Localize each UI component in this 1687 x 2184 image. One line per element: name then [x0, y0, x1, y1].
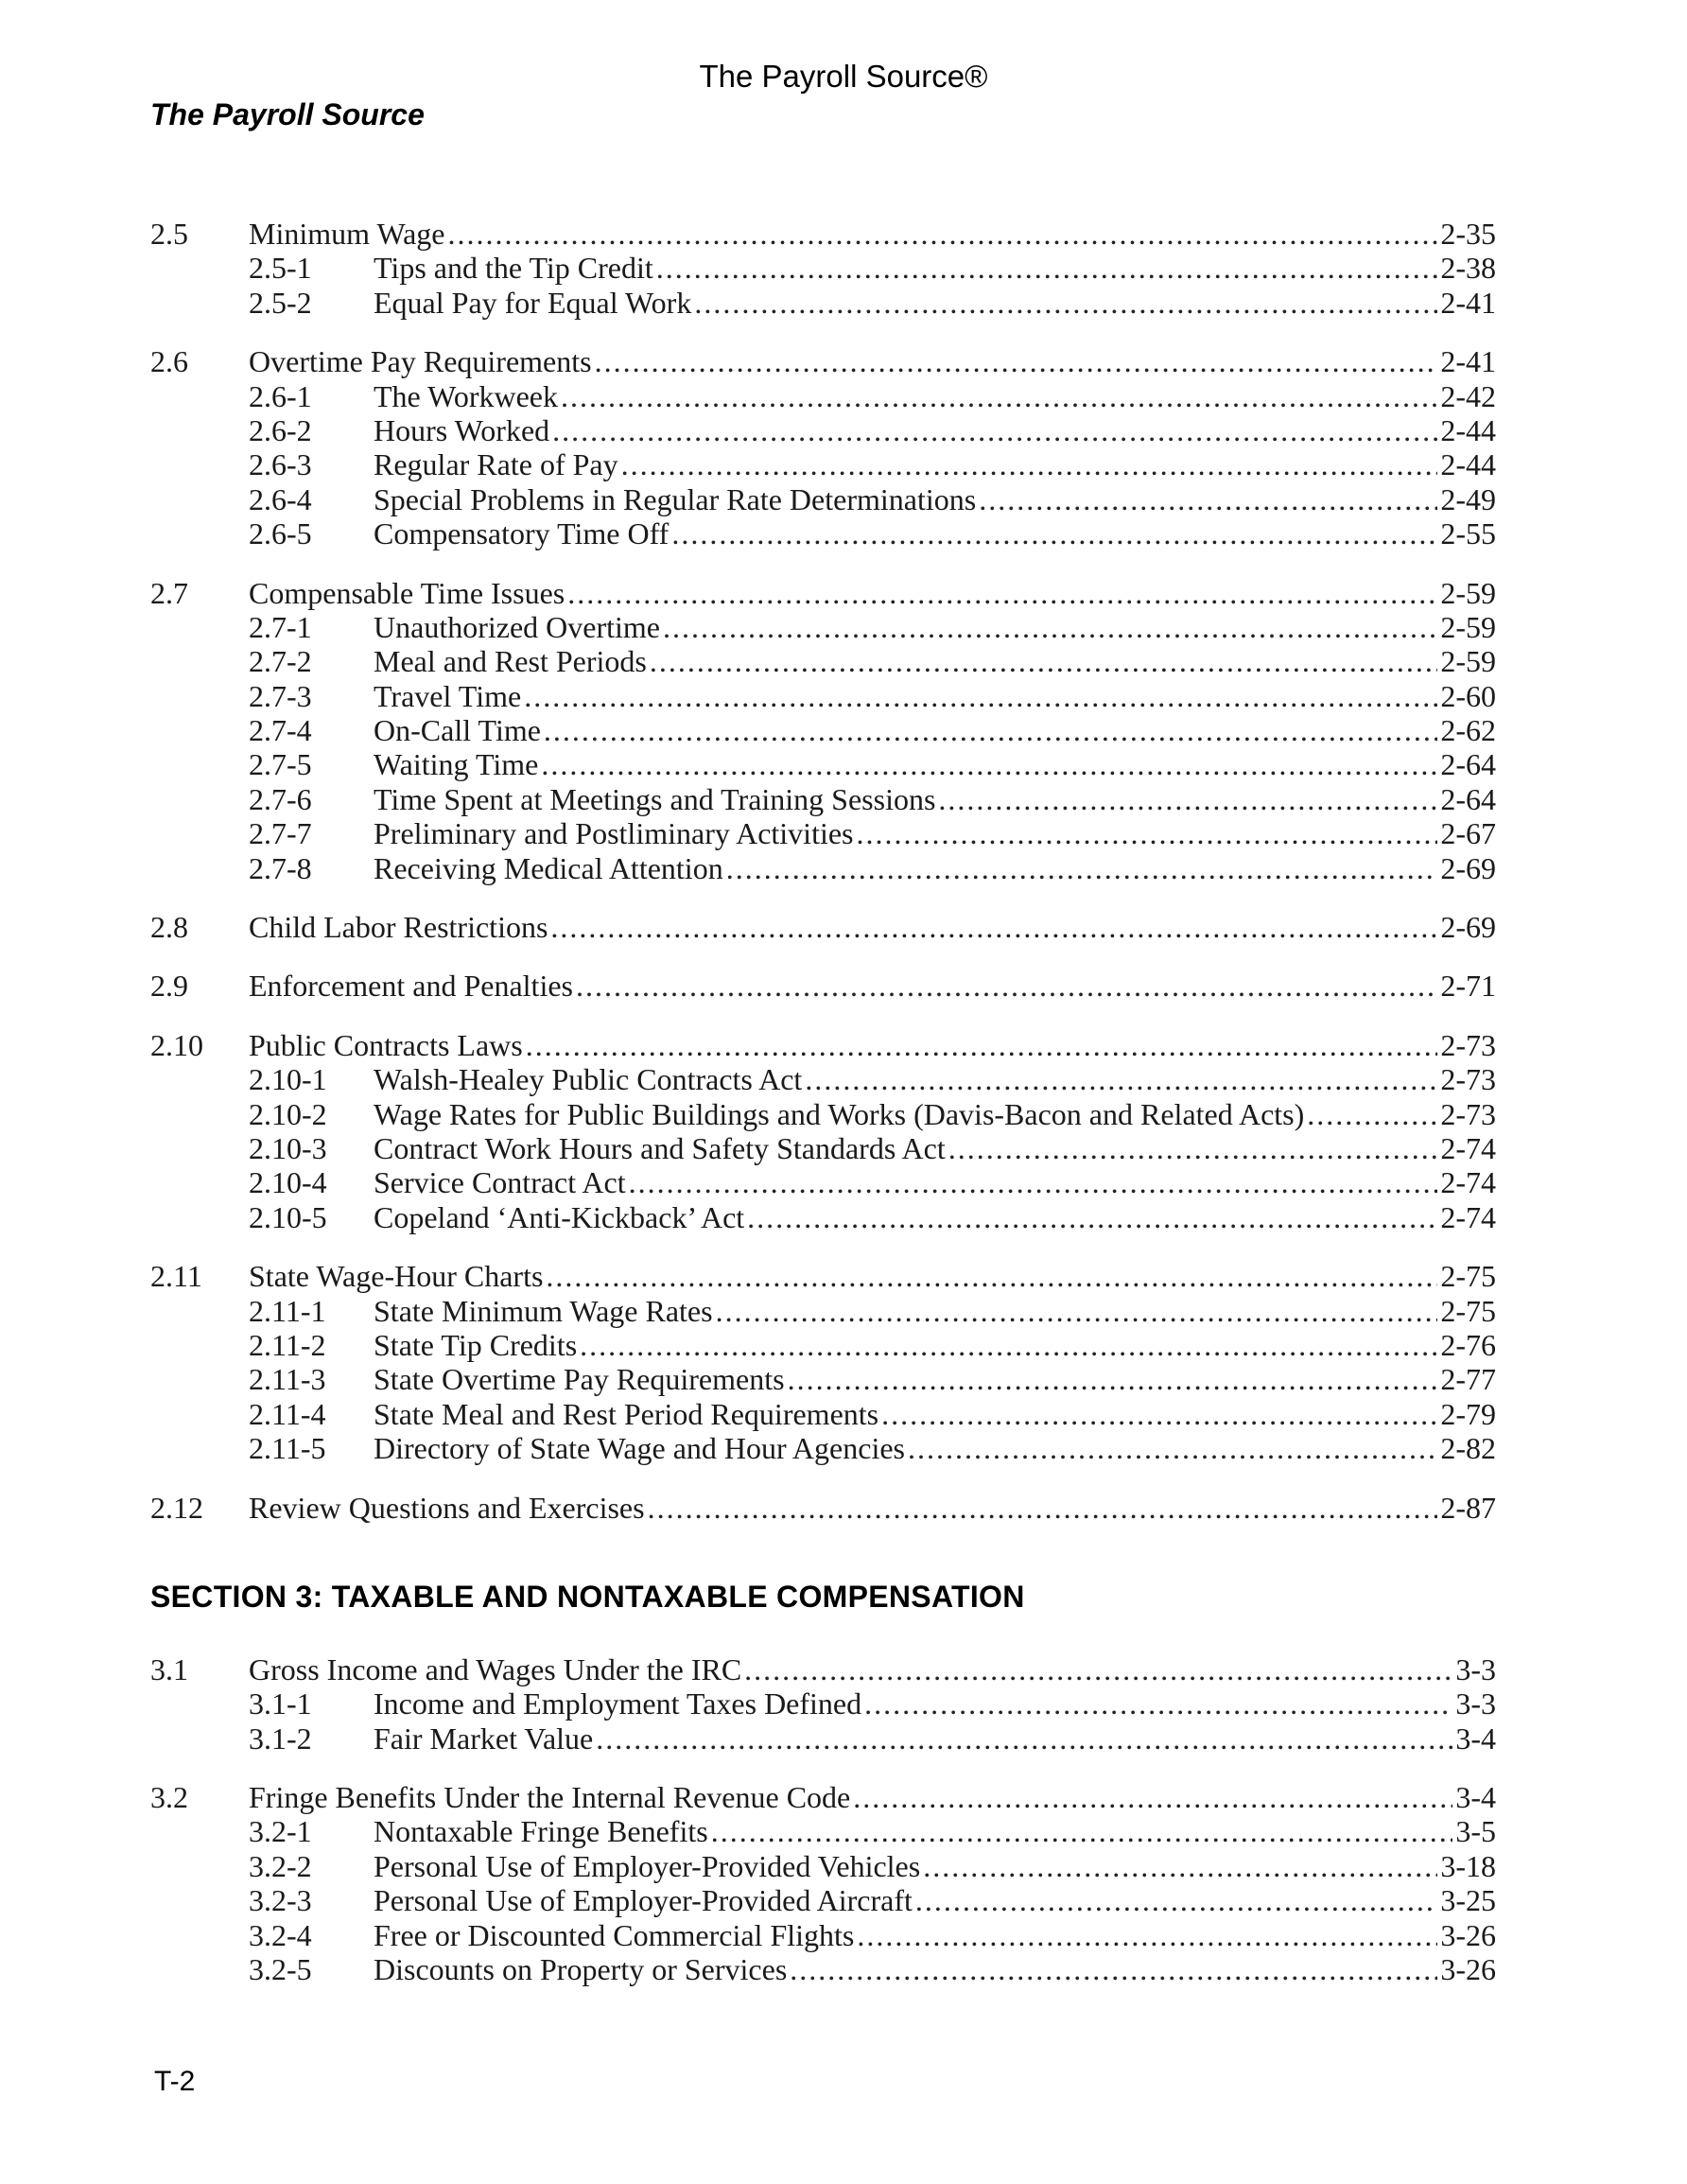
dot-leader: [747, 1200, 1437, 1234]
entry-number: 2.7-2: [249, 644, 312, 679]
entry-page: 3-3: [1455, 1651, 1496, 1686]
entry-title: Equal Pay for Equal Work: [374, 285, 692, 320]
entry-title: Nontaxable Fringe Benefits: [374, 1814, 708, 1849]
toc-subentry: [150, 447, 1496, 481]
entry-number: 2.6-2: [249, 412, 312, 447]
toc-group: [150, 1259, 1496, 1465]
toc-subentry: [150, 1200, 1496, 1234]
toc-entry: [150, 1652, 1496, 1686]
dot-leader: [544, 713, 1437, 747]
entry-number: 2.7-8: [249, 850, 312, 885]
dot-leader: [671, 516, 1437, 550]
entry-page: 2-41: [1440, 344, 1496, 379]
dot-leader: [948, 1131, 1438, 1165]
entry-line: [374, 1686, 1496, 1721]
entry-number: 2.7-6: [249, 781, 312, 816]
entry-line: [374, 1200, 1496, 1234]
entry-page: 3-25: [1440, 1883, 1496, 1918]
toc-subentry: [150, 1165, 1496, 1199]
entry-title: Child Labor Restrictions: [249, 910, 548, 945]
toc-subentry: [150, 1362, 1496, 1396]
toc-subentry: [150, 851, 1496, 885]
toc-subentry: [150, 644, 1496, 678]
toc-subentry: [150, 379, 1496, 413]
entry-number: 2.6: [150, 344, 188, 379]
entry-page: 3-4: [1455, 1721, 1496, 1756]
entry-number: 2.10-2: [249, 1096, 327, 1131]
entry-page: 2-87: [1440, 1490, 1496, 1525]
entry-line: [374, 644, 1496, 678]
dot-leader: [908, 1431, 1437, 1465]
entry-title: Waiting Time: [374, 747, 539, 782]
dot-leader: [526, 1028, 1438, 1062]
toc-group: [150, 217, 1496, 320]
entry-page: 3-3: [1455, 1686, 1496, 1721]
entry-title: Preliminary and Postliminary Activities: [374, 816, 854, 851]
entry-number: 2.12: [150, 1490, 203, 1525]
entry-title: State Meal and Rest Period Requirements: [374, 1396, 879, 1431]
toc-entry: [150, 1259, 1496, 1293]
entry-page: 2-44: [1440, 447, 1496, 482]
toc-subentry: [150, 1918, 1496, 1952]
dot-leader: [650, 644, 1438, 678]
entry-number: 2.8: [150, 910, 188, 945]
entry-line: [374, 782, 1496, 816]
entry-line: [374, 1294, 1496, 1328]
dot-leader: [524, 679, 1437, 713]
toc-subentry: [150, 1097, 1496, 1131]
toc-subentry: [150, 782, 1496, 816]
toc-subentry: [150, 1431, 1496, 1465]
entry-title: Overtime Pay Requirements: [249, 344, 592, 379]
entry-number: 3.1: [150, 1651, 188, 1686]
entry-page: 2-71: [1440, 969, 1496, 1004]
entry-page: 3-26: [1440, 1952, 1496, 1987]
running-head: The Payroll Source: [150, 97, 425, 131]
document-header: The Payroll Source®: [699, 59, 988, 94]
entry-line: [374, 1883, 1496, 1917]
toc-entry: [150, 969, 1496, 1003]
entry-line: [374, 1918, 1496, 1952]
entry-line: [249, 910, 1496, 944]
entry-number: 2.9: [150, 969, 188, 1004]
entry-line: [374, 1062, 1496, 1096]
entry-page: 2-69: [1440, 850, 1496, 885]
dot-leader: [790, 1952, 1437, 1986]
entry-page: 3-5: [1455, 1814, 1496, 1849]
entry-title: The Workweek: [374, 378, 558, 413]
entry-line: [374, 851, 1496, 885]
entry-title: On-Call Time: [374, 713, 541, 748]
entry-number: 2.10-5: [249, 1199, 327, 1234]
entry-line: [249, 1652, 1496, 1686]
entry-title: State Tip Credits: [374, 1327, 578, 1362]
entry-number: 2.11-5: [249, 1431, 326, 1466]
dot-leader: [550, 910, 1437, 944]
entry-line: [374, 610, 1496, 644]
toc-subentry: [150, 1328, 1496, 1362]
dot-leader: [857, 816, 1438, 850]
entry-page: 2-60: [1440, 678, 1496, 713]
entry-title: Directory of State Wage and Hour Agencies: [374, 1431, 905, 1466]
toc-subentry: [150, 286, 1496, 320]
entry-title: Meal and Rest Periods: [374, 644, 647, 679]
entry-page: 2-76: [1440, 1327, 1496, 1362]
toc-subentry: [150, 1814, 1496, 1848]
entry-number: 2.6-4: [249, 481, 312, 516]
toc-subentry: [150, 413, 1496, 447]
entry-page: 2-44: [1440, 412, 1496, 447]
entry-line: [249, 1259, 1496, 1293]
entry-title: Receiving Medical Attention: [374, 850, 723, 885]
entry-line: [374, 1131, 1496, 1165]
dot-leader: [805, 1062, 1437, 1096]
toc-group: [150, 1491, 1496, 1525]
entry-line: [249, 1491, 1496, 1525]
entry-number: 3.2-1: [249, 1814, 312, 1849]
entry-line: [374, 482, 1496, 516]
entry-page: 2-79: [1440, 1396, 1496, 1431]
entry-page: 2-74: [1440, 1199, 1496, 1234]
entry-number: 3.2-5: [249, 1952, 312, 1987]
entry-line: [374, 1397, 1496, 1431]
entry-line: [249, 1028, 1496, 1062]
entry-line: [374, 251, 1496, 285]
toc-subentry: [150, 1062, 1496, 1096]
toc-group: [150, 1652, 1496, 1756]
entry-line: [374, 413, 1496, 447]
entry-number: 2.5: [150, 217, 188, 251]
entry-title: Service Contract Act: [374, 1165, 626, 1200]
toc-entry: [150, 344, 1496, 378]
entry-page: 2-75: [1440, 1293, 1496, 1328]
toc-subentry: [150, 1721, 1496, 1756]
entry-title: Unauthorized Overtime: [374, 609, 660, 644]
entry-line: [374, 713, 1496, 747]
dot-leader: [546, 1259, 1437, 1293]
dot-leader: [694, 286, 1437, 320]
entry-title: Tips and the Tip Credit: [374, 251, 653, 286]
entry-page: 2-74: [1440, 1165, 1496, 1200]
toc-subentry: [150, 713, 1496, 747]
dot-leader: [716, 1294, 1438, 1328]
entry-number: 2.7-3: [249, 678, 312, 713]
dot-leader: [857, 1918, 1437, 1952]
toc-subentry: [150, 610, 1496, 644]
entry-number: 2.10-3: [249, 1130, 327, 1165]
entry-page: 2-55: [1440, 516, 1496, 551]
dot-leader: [938, 782, 1437, 816]
entry-line: [374, 286, 1496, 320]
entry-title: State Minimum Wage Rates: [374, 1293, 713, 1328]
toc-subentry: [150, 1294, 1496, 1328]
entry-title: Public Contracts Laws: [249, 1027, 523, 1062]
entry-page: 3-18: [1440, 1848, 1496, 1883]
entry-number: 2.7: [150, 575, 188, 610]
dot-leader: [1307, 1097, 1437, 1131]
entry-page: 2-73: [1440, 1096, 1496, 1131]
toc-entry: [150, 1491, 1496, 1525]
entry-number: 2.11-3: [249, 1362, 326, 1397]
dot-leader: [864, 1686, 1452, 1721]
entry-line: [374, 379, 1496, 413]
toc-subentry: [150, 482, 1496, 516]
entry-title: Discounts on Property or Services: [374, 1952, 788, 1987]
entry-title: Fringe Benefits Under the Internal Revenue Code: [249, 1780, 851, 1815]
toc-subentry: [150, 516, 1496, 550]
entry-number: 3.2-4: [249, 1917, 312, 1952]
dot-leader: [580, 1328, 1437, 1362]
entry-line: [374, 447, 1496, 481]
section-heading: SECTION 3: TAXABLE AND NONTAXABLE COMPENSATION: [150, 1579, 1025, 1614]
dot-leader: [881, 1397, 1437, 1431]
entry-number: 2.6-1: [249, 378, 312, 413]
entry-title: Regular Rate of Pay: [374, 447, 618, 482]
entry-number: 2.5-2: [249, 285, 312, 320]
dot-leader: [447, 217, 1437, 251]
entry-line: [374, 516, 1496, 550]
toc-subentry: [150, 1952, 1496, 1986]
entry-page: 2-59: [1440, 609, 1496, 644]
entry-page: 2-69: [1440, 910, 1496, 945]
entry-number: 2.6-5: [249, 516, 312, 551]
entry-title: Compensatory Time Off: [374, 516, 670, 551]
entry-number: 2.7-1: [249, 609, 312, 644]
toc-group: [150, 576, 1496, 886]
entry-number: 2.6-3: [249, 447, 312, 482]
entry-page: 3-4: [1455, 1780, 1496, 1815]
entry-number: 2.10-1: [249, 1062, 327, 1097]
table-of-contents: [150, 217, 1496, 2011]
entry-number: 3.1-1: [249, 1686, 312, 1721]
entry-page: 2-38: [1440, 251, 1496, 286]
entry-title: Income and Employment Taxes Defined: [374, 1686, 862, 1721]
entry-title: Time Spent at Meetings and Training Sessions: [374, 781, 936, 816]
entry-page: 2-75: [1440, 1259, 1496, 1294]
entry-number: 3.2: [150, 1780, 188, 1815]
entry-page: 2-59: [1440, 575, 1496, 610]
entry-number: 2.11: [150, 1259, 202, 1294]
dot-leader: [923, 1849, 1437, 1883]
entry-title: Review Questions and Exercises: [249, 1490, 645, 1525]
entry-number: 2.10-4: [249, 1165, 327, 1200]
entry-page: 2-42: [1440, 378, 1496, 413]
dot-leader: [561, 379, 1437, 413]
entry-title: Walsh-Healey Public Contracts Act: [374, 1062, 803, 1097]
toc-subentry: [150, 816, 1496, 850]
entry-page: 2-64: [1440, 747, 1496, 782]
entry-title: Copeland ‘Anti-Kickback’ Act: [374, 1199, 745, 1234]
entry-page: 2-77: [1440, 1362, 1496, 1397]
dot-leader: [656, 251, 1438, 285]
entry-line: [374, 1849, 1496, 1883]
entry-page: 2-35: [1440, 217, 1496, 251]
entry-number: 2.11-2: [249, 1327, 326, 1362]
entry-line: [249, 1780, 1496, 1814]
toc-group: [150, 1780, 1496, 1986]
page-number: T-2: [154, 2066, 196, 2097]
dot-leader: [915, 1883, 1437, 1917]
entry-page: 2-62: [1440, 713, 1496, 748]
entry-title: State Overtime Pay Requirements: [374, 1362, 785, 1397]
dot-leader: [596, 1721, 1452, 1756]
dot-leader: [629, 1165, 1438, 1199]
entry-number: 2.7-4: [249, 713, 312, 748]
dot-leader: [576, 969, 1437, 1003]
entry-title: Hours Worked: [374, 412, 550, 447]
toc-subentry: [150, 747, 1496, 781]
toc-group: [150, 969, 1496, 1003]
entry-number: 2.10: [150, 1027, 203, 1062]
toc-entry: [150, 576, 1496, 610]
entry-number: 3.1-2: [249, 1721, 312, 1756]
dot-leader: [663, 610, 1437, 644]
toc-subentry: [150, 1397, 1496, 1431]
entry-title: Gross Income and Wages Under the IRC: [249, 1651, 742, 1686]
toc-section-3-entries: [150, 1652, 1496, 1987]
entry-title: Minimum Wage: [249, 217, 445, 251]
entry-number: 2.7-5: [249, 747, 312, 782]
entry-number: 2.7-7: [249, 816, 312, 851]
entry-page: 2-64: [1440, 781, 1496, 816]
dot-leader: [726, 851, 1438, 885]
entry-line: [374, 1431, 1496, 1465]
toc-section-2-entries: [150, 217, 1496, 1525]
dot-leader: [853, 1780, 1452, 1814]
toc-group: [150, 1028, 1496, 1234]
entry-page: 2-41: [1440, 285, 1496, 320]
entry-title: Fair Market Value: [374, 1721, 594, 1756]
entry-title: Free or Discounted Commercial Flights: [374, 1917, 855, 1952]
entry-page: 2-67: [1440, 816, 1496, 851]
entry-line: [249, 576, 1496, 610]
entry-page: 2-73: [1440, 1062, 1496, 1097]
entry-number: 2.11-1: [249, 1293, 326, 1328]
entry-line: [374, 747, 1496, 781]
entry-number: 3.2-3: [249, 1883, 312, 1918]
dot-leader: [648, 1491, 1438, 1525]
dot-leader: [744, 1652, 1452, 1686]
toc-group: [150, 344, 1496, 550]
toc-entry: [150, 1028, 1496, 1062]
dot-leader: [552, 413, 1437, 447]
entry-title: Wage Rates for Public Buildings and Works (Davis-Bacon and Related Acts): [374, 1096, 1305, 1131]
entry-line: [374, 1721, 1496, 1756]
entry-title: State Wage-Hour Charts: [249, 1259, 544, 1294]
entry-line: [374, 1362, 1496, 1396]
entry-number: 3.2-2: [249, 1848, 312, 1883]
entry-title: Personal Use of Employer-Provided Vehicles: [374, 1848, 921, 1883]
dot-leader: [711, 1814, 1453, 1848]
entry-page: 2-73: [1440, 1027, 1496, 1062]
entry-line: [374, 1952, 1496, 1986]
toc-entry: [150, 1780, 1496, 1814]
entry-line: [249, 344, 1496, 378]
entry-line: [374, 816, 1496, 850]
entry-title: Compensable Time Issues: [249, 575, 565, 610]
dot-leader: [595, 344, 1438, 378]
entry-line: [374, 679, 1496, 713]
toc-subentry: [150, 1849, 1496, 1883]
entry-title: Enforcement and Penalties: [249, 969, 573, 1004]
toc-subentry: [150, 1686, 1496, 1721]
toc-entry: [150, 217, 1496, 251]
toc-subentry: [150, 1131, 1496, 1165]
toc-group: [150, 910, 1496, 944]
entry-title: Special Problems in Regular Rate Determinations: [374, 481, 977, 516]
entry-line: [374, 1814, 1496, 1848]
dot-leader: [979, 482, 1437, 516]
entry-number: 2.5-1: [249, 251, 312, 286]
entry-line: [249, 969, 1496, 1003]
toc-subentry: [150, 679, 1496, 713]
entry-title: Contract Work Hours and Safety Standards Act: [374, 1130, 946, 1165]
entry-page: 2-74: [1440, 1130, 1496, 1165]
entry-line: [249, 217, 1496, 251]
entry-page: 2-59: [1440, 644, 1496, 679]
entry-line: [374, 1328, 1496, 1362]
dot-leader: [788, 1362, 1438, 1396]
entry-line: [374, 1165, 1496, 1199]
dot-leader: [541, 747, 1437, 781]
toc-subentry: [150, 1883, 1496, 1917]
dot-leader: [567, 576, 1437, 610]
toc-entry: [150, 910, 1496, 944]
dot-leader: [621, 447, 1438, 481]
entry-page: 3-26: [1440, 1917, 1496, 1952]
entry-number: 2.11-4: [249, 1396, 326, 1431]
toc-subentry: [150, 251, 1496, 285]
entry-title: Travel Time: [374, 678, 522, 713]
entry-page: 2-82: [1440, 1431, 1496, 1466]
entry-title: Personal Use of Employer-Provided Aircraft: [374, 1883, 913, 1918]
entry-line: [374, 1097, 1496, 1131]
entry-page: 2-49: [1440, 481, 1496, 516]
